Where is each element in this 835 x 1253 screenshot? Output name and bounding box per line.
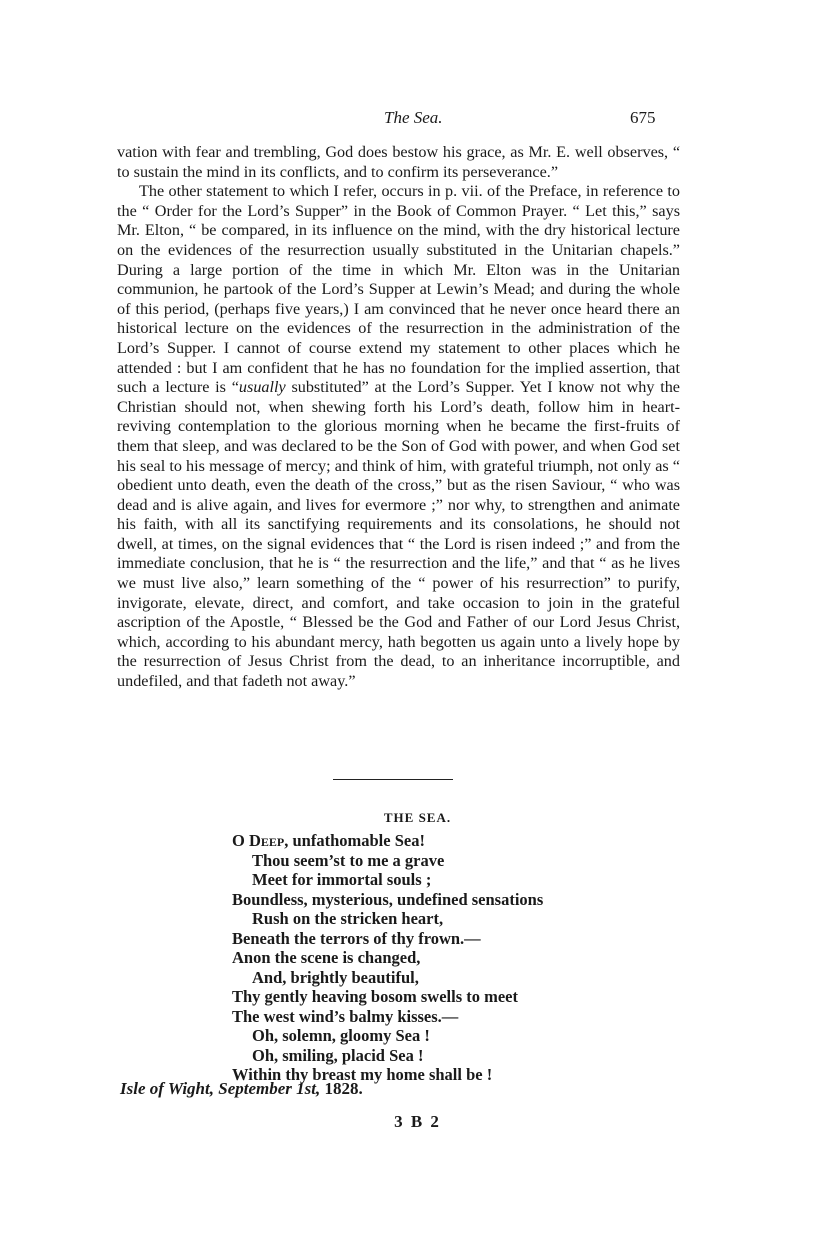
poem-line: Meet for immortal souls ;: [252, 870, 432, 889]
poem-body: [232, 831, 543, 1085]
poem-opening-letter: O: [232, 831, 245, 850]
poem-line: Beneath the terrors of thy frown.—: [232, 928, 481, 948]
paragraph-preface-statement: [117, 182, 680, 691]
running-title: The Sea.: [384, 108, 443, 127]
page-number: 675: [630, 108, 656, 127]
poem-line: Anon the scene is changed,: [232, 948, 421, 967]
poem-line: And, brightly beautiful,: [252, 967, 419, 987]
printer-signature-mark: 3 B 2: [394, 1112, 441, 1131]
paragraph-continuation: vation with fear and trembling, God does bestow his grace, as Mr. E. well observes, “ to sustain the mind in its conflicts, and to confirm its perseverance.”: [117, 143, 680, 181]
poem-title: THE SEA.: [383, 810, 452, 825]
poem-line: Thy gently heaving bosom swells to meet: [232, 987, 518, 1006]
poem-line: The west wind’s balmy kisses.—: [232, 1006, 459, 1026]
signoff-place: Isle of Wight,: [120, 1079, 214, 1098]
signoff-year: 1828.: [324, 1079, 363, 1098]
poem-line: Oh, smiling, placid Sea !: [252, 1045, 424, 1065]
poem-line: Boundless, mysterious, undefined sensations: [232, 889, 544, 909]
poem-line: Rush on the stricken heart,: [252, 909, 444, 928]
signoff-date: September 1st,: [218, 1079, 321, 1098]
poem-line: [232, 831, 543, 851]
running-header: [0, 108, 835, 132]
poem-line: Oh, solemn, gloomy Sea !: [252, 1026, 430, 1045]
poem-signoff: [120, 1079, 363, 1099]
emphasis-usually: usually: [238, 378, 286, 397]
section-divider-rule: [333, 779, 453, 780]
paragraph-text-part-2: substituted” at the Lord’s Supper. Yet I know not why the Christian should not, when shewing forth his Lord’s death, follow him in heart-reviving contemplation to the glorious morning when he became the first-fruits of them that sleep, and was declared to be the Son of God with power, and when God set his seal to his message of mercy; and think of him, with grateful triumph, not only as “ obedient unto death, even the death of the cross,” but as the risen Saviour, “ who was dead and is alive again, and lives for evermore ;” nor why, to strengthen and animate his faith, with all its sanctifying requirements and its consolations, he should not dwell, at times, on the signal evidences that “ the Lord is risen indeed ;” and from the immediate conclusion, that he is “ the resurrection and the life,” and that “ as he lives we must live also,” learn something of the “ power of his resurrection” to purify, invigorate, elevate, direct, and comfort, and take occasion to join in the grateful ascription of the Apostle, “ Blessed be the God and Father of our Lord Jesus Christ, which, according to his abundant mercy, hath begotten us again unto a lively hope by the resurrection of Jesus Christ from the dead, to an inheritance incorruptible, and undefiled, and that fadeth not away.”: [117, 378, 680, 691]
poem-line: Within thy breast my home shall be !: [232, 1065, 493, 1084]
poem-opening-smallcaps: Deep: [248, 831, 285, 850]
prose-body: [117, 143, 680, 692]
poem-opening-rest: , unfathomable Sea!: [284, 831, 425, 850]
paragraph-text-part-1: The other statement to which I refer, occurs in p. vii. of the Preface, in reference to the “ Order for the Lord’s Supper” in the Book of Common Prayer. “ Let this,” says Mr. Elton, “ be compared, in its influence on the mind, with the dry historical lecture on the evidences of the resurrection usually substituted in the Unitarian chapels.” During a large portion of the time in which Mr. Elton was in the Unitarian communion, he partook of the Lord’s Supper at Lewin’s Mead; and during the whole of this period, (perhaps five years,) I am convinced that he never once heard there an historical lecture on the evidences of the resurrection in the administration of the Lord’s Supper. I cannot of course extend my statement to other places which he attended : but I am confident that he has no foundation for the implied assertion, that such a lecture is “: [117, 182, 680, 397]
poem-line: Thou seem’st to me a grave: [252, 850, 445, 870]
